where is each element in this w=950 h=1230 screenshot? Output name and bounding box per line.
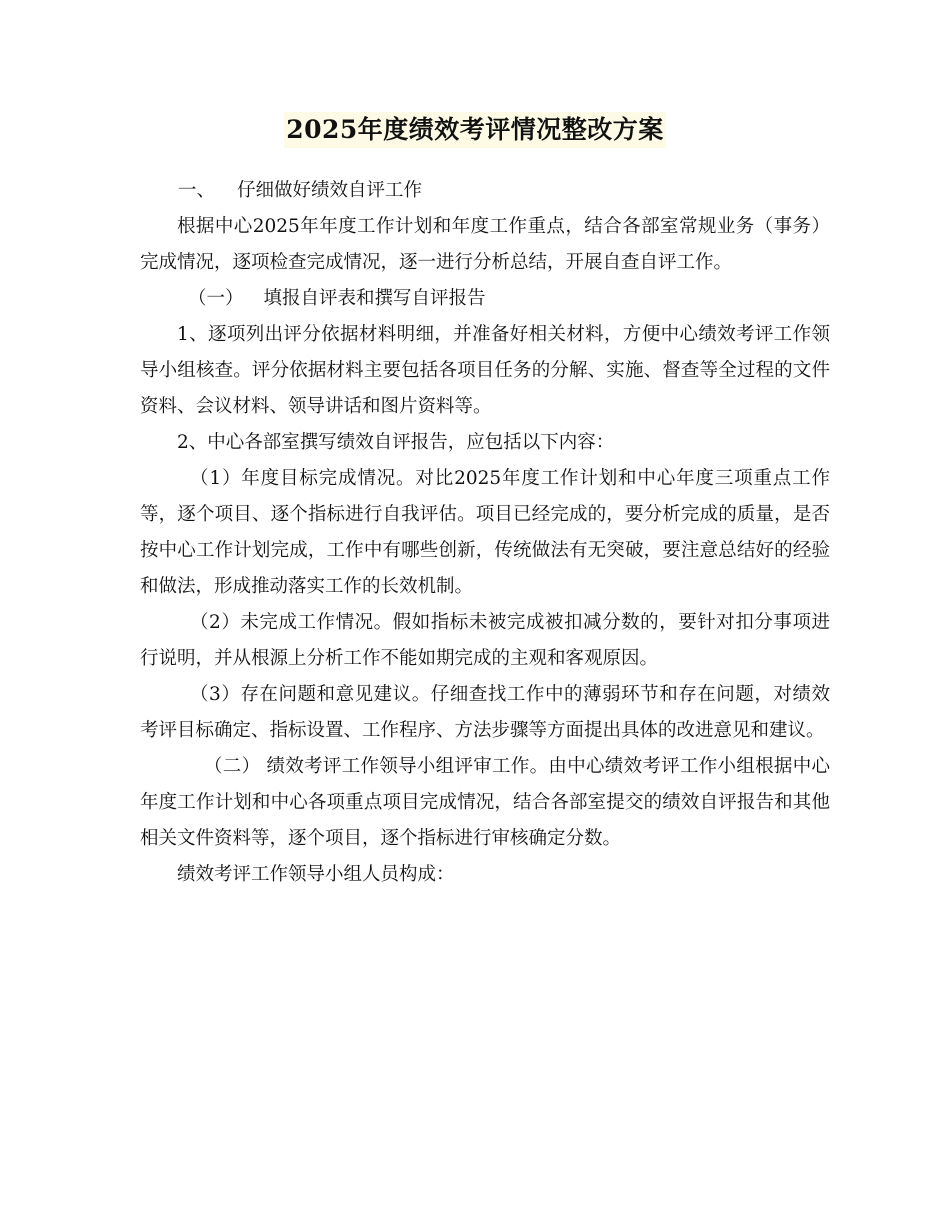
document-title: 2025年度绩效考评情况整改方案	[284, 112, 666, 148]
paragraph-item-1: 1、逐项列出评分依据材料明细，并准备好相关材料，方便中心绩效考评工作领导小组核查。评分依据材料主要包括各项目任务的分解、实施、督查等全过程的文件资料、会议材料、领导讲话和图片资料等。	[140, 324, 830, 417]
paragraph-item-2-1: （1）年度目标完成情况。对比2025年度工作计划和中心年度三项重点工作等，逐个项目、逐个指标进行自我评估。项目已经完成的，要分析完成的质量，是否按中心工作计划完成，工作中有哪些创新，传统做法有无突破，要注意总结好的经验和做法，形成推动落实工作的长效机制。	[140, 468, 830, 597]
subsection-heading-text: 填报自评表和撰写自评报告	[263, 288, 486, 309]
section-heading-1	[140, 173, 830, 209]
paragraph-item-2: 2、中心各部室撰写绩效自评报告，应包括以下内容：	[177, 432, 615, 453]
section-number: 一、	[178, 180, 216, 201]
paragraph-item-2-2: （2）未完成工作情况。假如指标未被完成被扣减分数的，要针对扣分事项进行说明，并从根源上分析工作不能如期完成的主观和客观原因。	[140, 612, 830, 669]
subsection-heading-1	[140, 281, 830, 317]
section-heading-text: 仔细做好绩效自评工作	[237, 180, 423, 201]
paragraph-subsection-2: （二） 绩效考评工作领导小组评审工作。由中心绩效考评工作小组根据中心年度工作计划和中心各项重点项目完成情况，结合各部室提交的绩效自评报告和其他相关文件资料等，逐个项目，逐个指标进行审核确定分数。	[140, 756, 830, 849]
paragraph-intro: 根据中心2025年年度工作计划和年度工作重点，结合各部室常规业务（事务）完成情况，逐项检查完成情况，逐一进行分析总结，开展自查自评工作。	[140, 216, 830, 273]
paragraph-last: 绩效考评工作领导小组人员构成：	[177, 864, 455, 885]
document-body	[140, 173, 830, 893]
paragraph-item-2-3: （3）存在问题和意见建议。仔细查找工作中的薄弱环节和存在问题，对绩效考评目标确定、指标设置、工作程序、方法步骤等方面提出具体的改进意见和建议。	[140, 684, 830, 741]
subsection-number: （一）	[188, 288, 244, 309]
title-wrap	[0, 112, 950, 148]
